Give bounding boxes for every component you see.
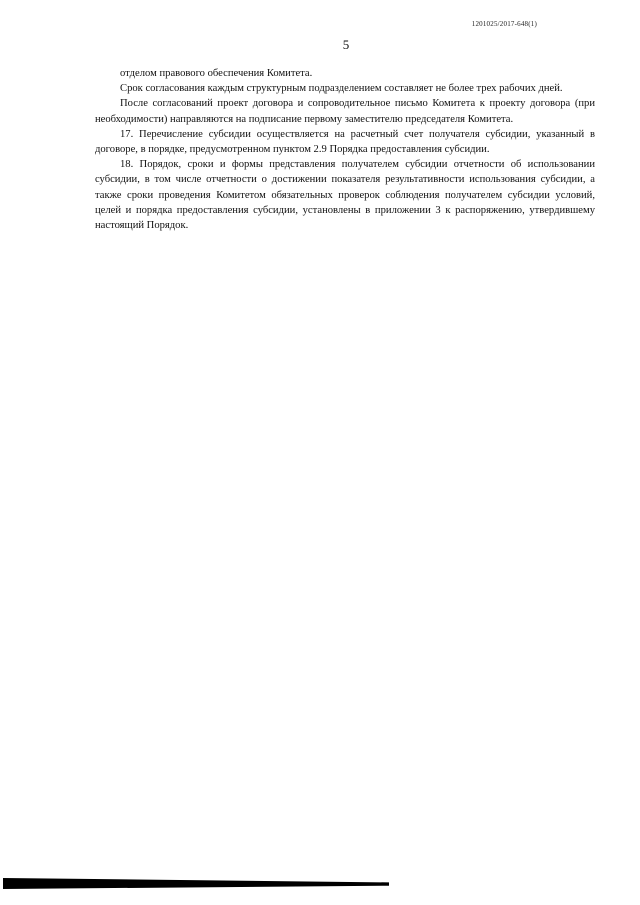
scan-artifact-bar xyxy=(3,878,389,889)
paragraph-signing: После согласований проект договора и сопроводительное письмо Комитета к проекту договора (при необходимости) направляются на подписание первому заместителю председателя Комитета. xyxy=(95,98,595,125)
paragraph-17: 17. Перечисление субсидии осуществляется на расчетный счет получателя субсидии, указанный в договоре, в порядке, предусмотренном пунктом 2.9 Порядка предоставления субсидии. xyxy=(95,128,595,156)
page-number: 5 xyxy=(342,37,350,52)
paragraph-approval-term: Срок согласования каждым структурным подразделением составляет не более трех рабочих дней. xyxy=(120,83,563,95)
paragraph-18: 18. Порядок, сроки и формы представления получателем субсидии отчетности об использовании субсидии, в том числе отчетности о достижении показателя результативности использования субсидии, а также сроки проведения Комитетом обязательных проверок соблюдения получателем субсидии условий, целей и порядка предоставления субсидии, установлены в приложении 3 к распоряжению, утвердившему настоящий Порядок. xyxy=(95,159,595,232)
document-id: 1201025/2017-648(1) xyxy=(471,20,537,28)
document-body xyxy=(95,66,595,233)
paragraph-continuation: отделом правового обеспечения Комитета. xyxy=(120,68,313,79)
